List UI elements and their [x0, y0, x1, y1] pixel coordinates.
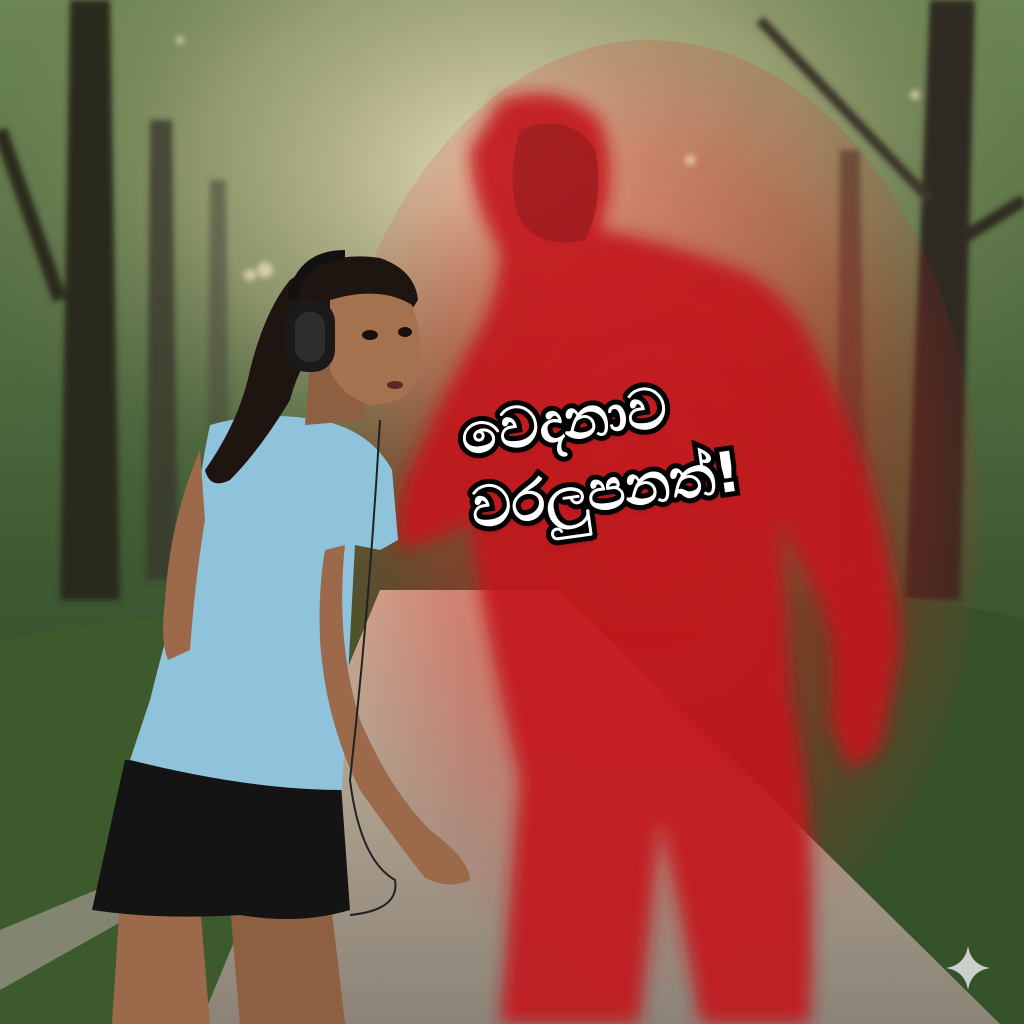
caption-line-1: වෙදනාව: [456, 375, 672, 469]
sparkle-icon: [944, 944, 992, 992]
caption-line-2: වරලුපනත්!: [466, 439, 745, 542]
